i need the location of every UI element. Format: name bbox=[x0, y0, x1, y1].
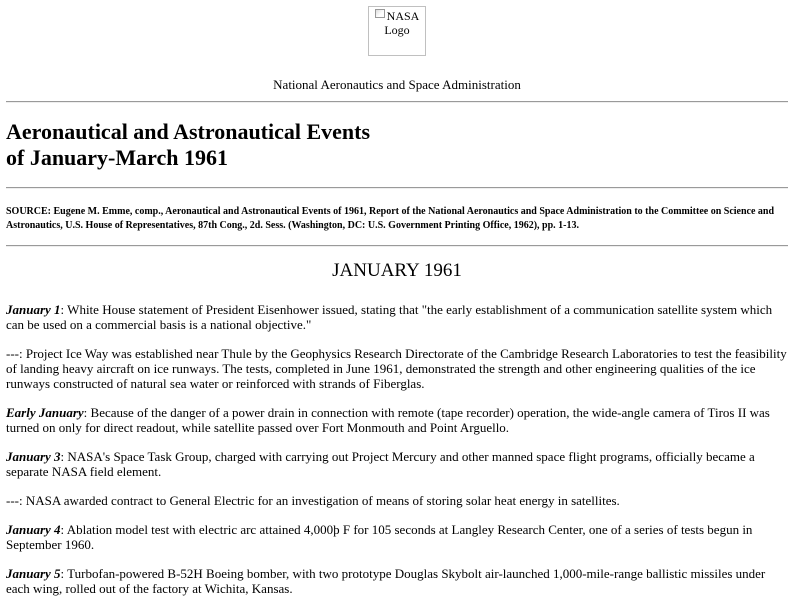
event-text: : Because of the danger of a power drain in connection with remote (tape recorder) operation, the wide-angle camera of Tiros II was turned on only for direct readout, while satellite passed over Fort Monmouth and Point Arguello. bbox=[6, 405, 770, 435]
event-entry bbox=[6, 566, 788, 596]
logo-area bbox=[0, 0, 794, 56]
nasa-logo-image bbox=[368, 6, 426, 56]
broken-image-icon bbox=[375, 9, 385, 18]
event-text: : White House statement of President Eisenhower issued, stating that "the early establishment of a communication satellite system which can be used on a commercial basis is a national objective." bbox=[6, 302, 773, 332]
event-date: January 3 bbox=[6, 449, 61, 464]
event-text: ---: NASA awarded contract to General Electric for an investigation of means of storing solar heat energy in satellites. bbox=[6, 493, 620, 508]
page-title-line-2: of January-March 1961 bbox=[6, 145, 229, 170]
event-entry bbox=[6, 493, 788, 508]
event-entry bbox=[6, 302, 788, 332]
event-date: January 5 bbox=[6, 566, 61, 581]
divider bbox=[6, 187, 788, 189]
event-entry bbox=[6, 346, 788, 391]
event-text: ---: Project Ice Way was established near Thule by the Geophysics Research Directorate of the Cambridge Research Laboratories to test the feasibility of landing heavy aircraft on ice runways. The tests, completed in June 1961, demonstrated the strength and other engineering qualities of the ice runways constructed of natural sea water or reinforced with strands of Fiberglas. bbox=[6, 346, 787, 391]
event-entry bbox=[6, 522, 788, 552]
divider bbox=[6, 245, 788, 247]
agency-name: National Aeronautics and Space Administration bbox=[273, 77, 521, 92]
page-title bbox=[6, 119, 788, 171]
event-text: : Turbofan-powered B-52H Boeing bomber, with two prototype Douglas Skybolt air-launched 1,000-mile-range ballistic missiles under each wing, rolled out of the factory at Wichita, Kansas. bbox=[6, 566, 766, 596]
section-heading: JANUARY 1961 bbox=[332, 260, 462, 281]
event-date: January 1 bbox=[6, 302, 61, 317]
event-entry bbox=[6, 449, 788, 479]
event-date: Early January bbox=[6, 405, 84, 420]
event-text: : NASA's Space Task Group, charged with carrying out Project Mercury and other manned space flight programs, officially became a separate NASA field element. bbox=[6, 449, 755, 479]
event-list bbox=[0, 302, 794, 596]
nasa-logo-alt-text: NASA Logo bbox=[384, 9, 420, 37]
event-text: : Ablation model test with electric arc attained 4,000þ F for 105 seconds at Langley Research Center, one of a series of tests begun in September 1960. bbox=[6, 522, 753, 552]
source-citation: SOURCE: Eugene M. Emme, comp., Aeronautical and Astronautical Events of 1961, Report of the National Aeronautics and Space Administration to the Committee on Science and Astronautics, U.S. House of Representatives, 87th Cong., 2d. Sess. (Washington, DC: U.S. Government Printing Office, 1962), pp. 1-13. bbox=[6, 206, 775, 231]
page-title-line-1: Aeronautical and Astronautical Events bbox=[6, 119, 371, 144]
divider bbox=[6, 101, 788, 103]
event-entry bbox=[6, 405, 788, 435]
event-date: January 4 bbox=[6, 522, 61, 537]
